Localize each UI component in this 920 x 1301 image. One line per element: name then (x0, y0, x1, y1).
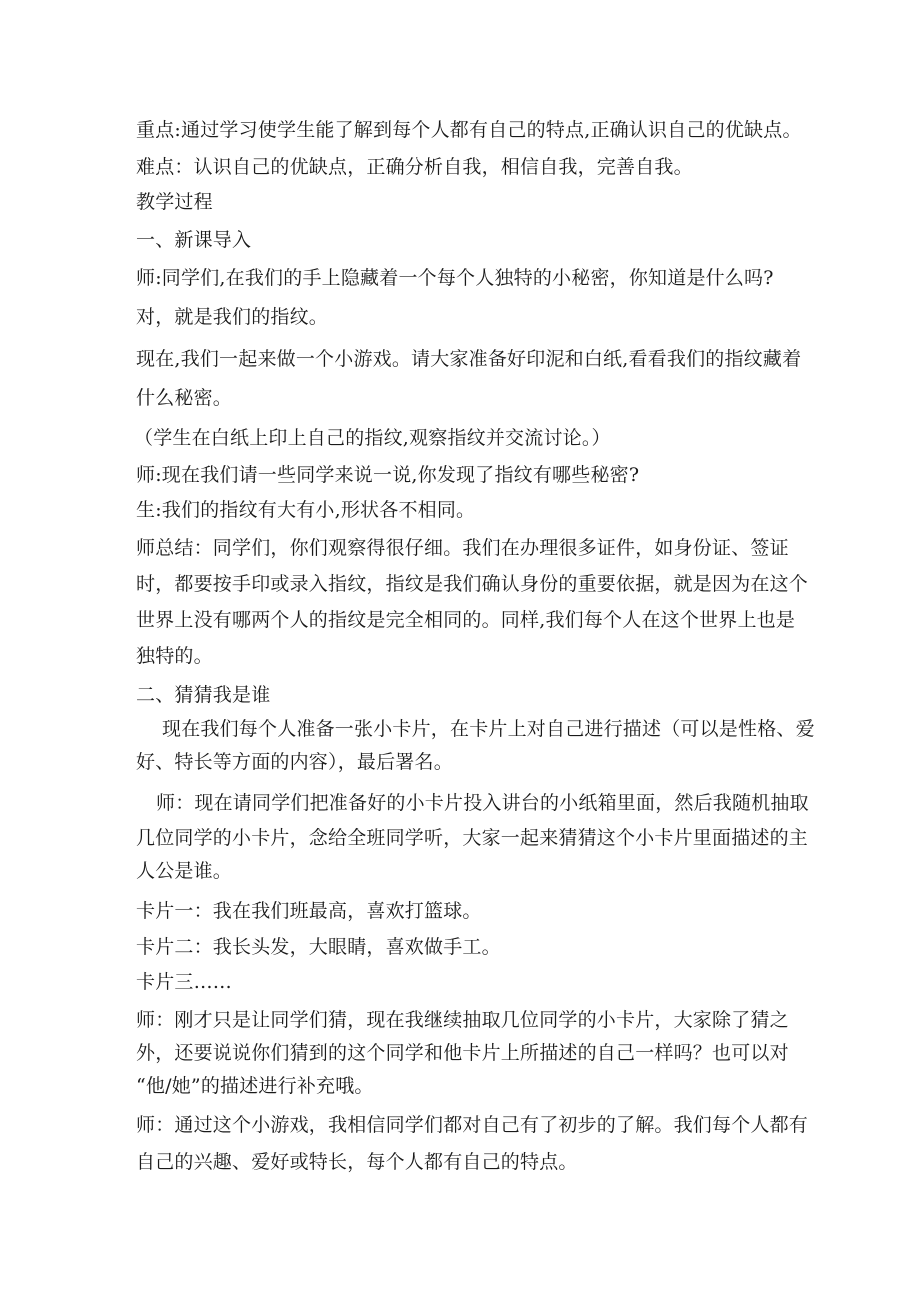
key-point-line: 重点:通过学习使学生能了解到每个人都有自己的特点,正确认识自己的优缺点。 (136, 119, 802, 141)
paragraph-line: 人公是谁。 (136, 860, 233, 882)
paragraph-line: 师:同学们,在我们的手上隐藏着一个每个人独特的小秘密，你知道是什么吗? (136, 267, 774, 289)
paragraph-line: 生:我们的指纹有大有小,形状各不相同。 (136, 499, 476, 521)
paragraph-line: 独特的。 (136, 645, 213, 667)
card-line: 卡片三…… (136, 971, 233, 993)
card-line: 卡片一：我在我们班最高，喜欢打篮球。 (136, 900, 482, 922)
paragraph-line: 自己的兴趣、爱好或特长，每个人都有自己的特点。 (136, 1151, 578, 1173)
paragraph-line: 外，还要说说你们猜到的这个同学和他卡片上所描述的自己一样吗？也可以对 (136, 1042, 789, 1064)
paragraph-line: 师：现在请同学们把准备好的小卡片投入讲台的小纸箱里面，然后我随机抽取 (156, 792, 809, 814)
paragraph-line: 师总结：同学们，你们观察得很仔细。我们在办理很多证件，如身份证、签证 (136, 537, 789, 559)
section-heading-guess: 二、猜猜我是谁 (136, 684, 271, 706)
paragraph-line: 现在我们每个人准备一张小卡片，在卡片上对自己进行描述（可以是性格、爱 (162, 718, 815, 740)
paragraph-line: 什么秘密。 (136, 387, 233, 409)
card-line: 卡片二：我长头发，大眼睛，喜欢做手工。 (136, 936, 501, 958)
paragraph-line: 对，就是我们的指纹。 (136, 306, 329, 328)
paragraph-line: （学生在白纸上印上自己的指纹,观察指纹并交流讨论。） (134, 427, 611, 449)
difficulty-line: 难点：认识自己的优缺点，正确分析自我，相信自我，完善自我。 (136, 156, 693, 178)
paragraph-line: 现在,我们一起来做一个小游戏。请大家准备好印泥和白纸,看看我们的指纹藏着 (136, 348, 802, 370)
paragraph-line: 好、特长等方面的内容），最后署名。 (136, 751, 453, 773)
paragraph-line: 世界上没有哪两个人的指纹是完全相同的。同样,我们每个人在这个世界上也是 (136, 609, 796, 631)
paragraph-line: 几位同学的小卡片，念给全班同学听，大家一起来猜猜这个小卡片里面描述的主 (136, 827, 809, 849)
paragraph-line: 师:现在我们请一些同学来说一说,你发现了指纹有哪些秘密? (136, 464, 640, 486)
section-heading-intro: 一、新课导入 (136, 229, 252, 251)
section-heading-teaching-process: 教学过程 (136, 191, 213, 213)
paragraph-line: 师：通过这个小游戏，我相信同学们都对自己有了初步的了解。我们每个人都有 (136, 1114, 809, 1136)
paragraph-line: “他/她”的描述进行补充哦。 (136, 1075, 374, 1097)
paragraph-line: 师：刚才只是让同学们猜，现在我继续抽取几位同学的小卡片，大家除了猜之 (136, 1009, 789, 1031)
paragraph-line: 时，都要按手印或录入指纹，指纹是我们确认身份的重要依据，就是因为在这个 (136, 573, 809, 595)
